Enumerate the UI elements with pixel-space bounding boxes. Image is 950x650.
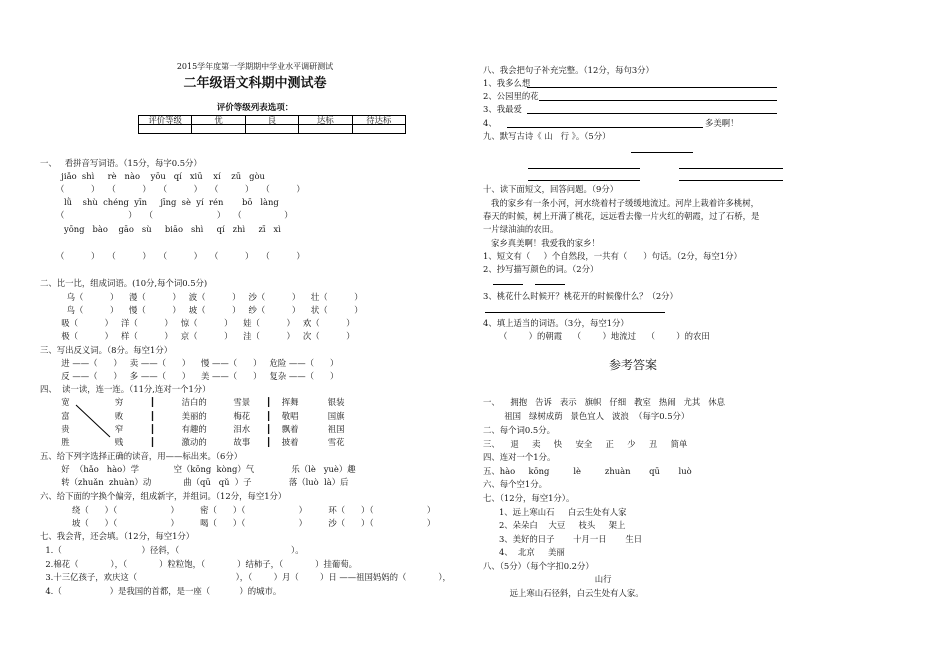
answer-line: [527, 87, 777, 88]
q10-sub: （ ）的朝霞 （ ）地流过 （ ）的农田: [483, 331, 710, 341]
answer-line-text: 1、远上寒山石 白云生处有人家: [483, 507, 627, 517]
q1-blank-row: （ ） （ ） （ ） （ ） （ ）: [40, 251, 305, 261]
right-column: [483, 0, 923, 650]
q10-sub: 2、抄写描写颜色的词。（2分）: [483, 264, 599, 274]
q6-heading: 六、给下面的字换个偏旁，组成新字，并组词。（12分，每空1分）: [40, 491, 287, 501]
passage-line: 一片绿油油的农田。: [483, 224, 559, 234]
answer-line-text: 祖国 绿树成荫 景色宜人 波浪 （每字0.5分）: [483, 411, 690, 421]
q2-row: 乌（ ） 漫（ ） 波（ ） 沙（ ） 壮（ ）: [40, 292, 363, 302]
q2-row: 极（ ） 样（ ） 京（ ） 洼（ ） 次（ ）: [40, 331, 355, 341]
eval-cell: 良: [245, 116, 298, 125]
q3-row: 进 ——（ ） 卖 ——（ ） 慢 ——（ ） 危险 ——（ ）: [40, 358, 339, 368]
q9-heading: 九、默写古诗《 山 行 》。（5分）: [483, 131, 611, 141]
q2-row: 吸（ ） 洋（ ） 惊（ ） 娃（ ） 欢（ ）: [40, 318, 355, 328]
q4-heading: 四、 读一读，连一连。（11分,连对一个1分）: [40, 384, 211, 394]
poem-line: [631, 152, 693, 153]
answer-line: [493, 284, 523, 285]
q8-item: 2、公园里的花: [483, 91, 539, 101]
answer-line-text: 二、每个词0.5分。: [483, 425, 555, 435]
answer-key-title: 参考答案: [608, 358, 657, 372]
answer-line-text: 4、 北京 美丽: [483, 547, 565, 557]
eval-table: [138, 115, 406, 134]
exam-subtitle: 2015学年度第一学期期中学业水平调研测试: [176, 62, 334, 71]
answer-line: [527, 113, 777, 114]
exam-title: 二年级语文科期中测试卷: [183, 76, 327, 91]
answer-line-text: 远上寒山石径斜，白云生处有人家。: [483, 588, 644, 598]
q7-item: 1.（ ）径斜，（ ）。: [40, 545, 304, 555]
q7-item: 2.棉花（ ），（ ）粒粒饱，（ ）结柿子，（ ）挂葡萄。: [40, 559, 357, 569]
poem-line: [679, 180, 783, 181]
q5-row: 好 （hǎo hào）学 空（kōng kòng）气 乐（lè yuè）趣: [40, 464, 356, 474]
answer-line: [535, 284, 565, 285]
q5-heading: 五、给下列字选择正确的读音，用——标出来。（6分）: [40, 451, 243, 461]
answer-line-text: 2、朵朵白 大豆 枝头 架上: [483, 520, 626, 530]
q5-row: 转（zhuǎn zhuàn）动 曲（qū qǔ ）子 落（luò là）后: [40, 477, 349, 487]
q8-heading: 八、我会把句子补充完整。（12分，每句3分）: [483, 65, 654, 75]
q7-item: 4.（ ）是我国的首都，是一座（ ）的城市。: [40, 586, 282, 596]
q3-heading: 三、写出反义词。（8分。每空1分）: [40, 345, 173, 355]
poem-line: [528, 180, 640, 181]
answer-line-text: 七、（12分，每空1分）。: [483, 493, 575, 503]
answer-line: [485, 312, 665, 313]
answer-line-text: 八、（5分）（每个字扣0.2分）: [483, 561, 594, 571]
q8-item: 4、: [483, 118, 497, 128]
q6-row: 坡（ ）（ ） 喝（ ）（ ） 沙（ ）（ ）: [40, 518, 436, 528]
answer-line-text: 五、hào kōng lè zhuàn qū luò: [483, 466, 692, 476]
answer-line-text: 山行: [483, 574, 612, 584]
q10-sub: 3、桃花什么时候开？桃花开的时候像什么？（2分）: [483, 291, 678, 301]
eval-cell: 优: [192, 116, 245, 125]
q2-heading: 二、比一比，组成词语。(10分,每个词0.5分): [40, 278, 208, 288]
answer-line-text: 一、 拥抱 告诉 表示 旗帜 仔细 教室 热闹 尤其 休息: [483, 397, 726, 407]
q1-heading: 一、 看拼音写词语。（15分，每字0.5分）: [40, 158, 202, 168]
q2-row: 鸟（ ） 慢（ ） 坡（ ） 纱（ ） 状（ ）: [40, 305, 363, 315]
eval-caption: 评价等级列表选项：: [216, 103, 294, 113]
eval-cell: 达标: [299, 116, 352, 125]
poem-line: [679, 168, 783, 169]
q4-row: 宽 穷 ┃ 洁白的 雪景 ┃ 挥舞 银装: [40, 397, 345, 407]
q1-blank-row: （ ） （ ） （ ） （ ） （ ）: [40, 184, 305, 194]
poem-line: [528, 168, 640, 169]
passage-line: 我的家乡有一条小河，河水绕着村子缓缓地流过。河岸上栽着许多桃树，: [483, 198, 759, 208]
q7-item: 3.十三亿孩子，欢庆这（ ），（ ）月（ ）日 ——祖国妈妈的（ ），: [40, 572, 451, 582]
q1-pinyin-row: lǜ shù chéng yīn jīng sè yí rén bō làng: [40, 197, 279, 207]
answer-line: [507, 127, 703, 128]
q4-row: 贵 窄 ┃ 有趣的 泪水 ┃ 飘着 祖国: [40, 424, 345, 434]
q3-row: 反 ——（ ） 多 ——（ ） 美 ——（ ） 复杂 ——（ ）: [40, 371, 339, 381]
answer-line-text: 六、每个空1分。: [483, 479, 547, 489]
q7-heading: 七、我会背，还会填。（12分，每空1分）: [40, 531, 195, 541]
q10-sub: 4、填上适当的词语。（3分，每空1分）: [483, 318, 629, 328]
q10-heading: 十、读下面短文，回答问题。（9分）: [483, 184, 619, 194]
q4-row: 富 败 ┃ 美丽的 梅花 ┃ 敬唱 国旗: [40, 411, 345, 421]
q8-item-tail: 多美啊！: [705, 118, 739, 128]
passage-line: 家乡真美啊！我爱我的家乡！: [483, 238, 600, 248]
eval-cell: 评价等级: [139, 116, 192, 125]
q1-blank-row: （ ） （ ） （ ）: [40, 210, 293, 220]
left-column: [40, 0, 470, 650]
passage-line: 春天的时候，树上开满了桃花，远远看去像一片火红的朝霞，过了石桥，是: [483, 211, 760, 221]
answer-line-text: 四、连对一个1分。: [483, 452, 556, 462]
eval-cell: 待达标: [352, 116, 405, 125]
answer-line-text: 三、 退 卖 快 安全 正 少 丑 简单: [483, 439, 688, 449]
answer-line-text: 3、美好的日子 十月一日 生日: [483, 534, 643, 544]
q8-item: 1、我多么想: [483, 78, 531, 88]
q4-row: 胜 贱 ┃ 激动的 故事 ┃ 披着 雪花: [40, 437, 345, 447]
q1-pinyin-row: jiǎo shì rè nào yōu qí xiū xí zū gòu: [40, 171, 265, 181]
q4-connect-line: [74, 403, 114, 439]
answer-line: [539, 100, 777, 101]
q10-sub: 1、短文有（ ）个自然段，一共有（ ）句话。（2分，每空1分）: [483, 251, 742, 261]
q8-item: 3、我最爱: [483, 104, 522, 114]
q1-pinyin-row: yōng bào gāo sù biāo shì qí zhì zī xì: [40, 224, 281, 234]
q6-row: 绕（ ）（ ） 密（ ）（ ） 环（ ）（ ）: [40, 505, 436, 515]
